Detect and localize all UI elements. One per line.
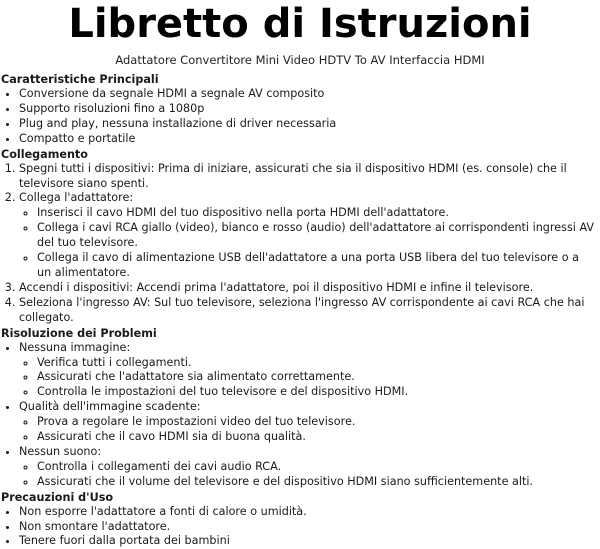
manual-content: [0, 72, 600, 549]
troubleshooting-sublist: [19, 415, 596, 445]
features-list: [1, 87, 596, 147]
troubleshooting-tip: ◦ Controlla i collegamenti dei cavi audio RCA.: [37, 460, 596, 475]
troubleshooting-label: Nessun suono:: [19, 444, 102, 458]
precaution-item: • Non esporre l'adattatore a fonti di calore o umidità.: [19, 505, 596, 520]
troubleshooting-list: [1, 341, 596, 490]
troubleshooting-tip: ◦ Prova a regolare le impostazioni video del tuo televisore.: [37, 415, 596, 430]
troubleshooting-sublist: [19, 356, 596, 401]
precautions-list: [1, 505, 596, 549]
troubleshooting-tip: ◦ Verifica tutti i collegamenti.: [37, 356, 596, 371]
troubleshooting-tip: ◦ Controlla le impostazioni del tuo televisore e del dispositivo HDMI.: [37, 385, 596, 400]
connection-substep: ◦ Inserisci il cavo HDMI del tuo dispositivo nella porta HDMI dell'adattatore.: [37, 206, 596, 221]
troubleshooting-group: [19, 400, 596, 445]
section-heading-features: Caratteristiche Principali: [1, 73, 159, 86]
connection-substep: ◦ Collega il cavo di alimentazione USB dell'adattatore a una porta USB libera del tuo televisore o a un alimentatore.: [37, 251, 596, 281]
connection-step-1: 1. Spegni tutti i dispositivi: Prima di iniziare, assicurati che sia il dispositivo HDMI (es. console) che il televisore siano spenti.: [19, 162, 596, 192]
connection-step-3: 3. Accendi i dispositivi: Accendi prima l'adattatore, poi il dispositivo HDMI e infine il televisore.: [19, 281, 596, 296]
troubleshooting-label: Qualità dell'immagine scadente:: [19, 400, 201, 414]
connection-step-2-label: Collega l'adattatore:: [19, 191, 134, 205]
precaution-item: • Tenere fuori dalla portata dei bambini: [19, 534, 596, 549]
feature-item: • Conversione da segnale HDMI a segnale AV composito: [19, 87, 596, 102]
section-heading-precautions: Precauzioni d'Uso: [1, 490, 114, 504]
feature-item: • Supporto risoluzioni fino a 1080p: [19, 102, 596, 117]
troubleshooting-group: [19, 445, 596, 490]
precaution-item: • Non smontare l'adattatore.: [19, 520, 596, 535]
feature-item: • Plug and play, nessuna installazione di driver necessaria: [19, 117, 596, 132]
troubleshooting-sublist: [19, 460, 596, 490]
feature-item: • Compatto e portatile: [19, 132, 596, 147]
connection-step-2-sublist: [19, 206, 596, 281]
troubleshooting-tip: ◦ Assicurati che il cavo HDMI sia di buona qualità.: [37, 430, 596, 445]
page-subtitle: Adattatore Convertitore Mini Video HDTV To AV Interfaccia HDMI: [115, 53, 485, 67]
troubleshooting-group: [19, 341, 596, 401]
connection-step-4: 4. Seleziona l'ingresso AV: Sul tuo televisore, seleziona l'ingresso AV corrispondente ai cavi RCA che hai collegato.: [19, 296, 596, 326]
connection-step-2: [19, 191, 596, 280]
section-heading-connection: Collegamento: [1, 147, 88, 161]
connection-substep: ◦ Collega i cavi RCA giallo (video), bianco e rosso (audio) dell'adattatore ai corrispondenti ingressi AV del tuo televisore.: [37, 221, 596, 251]
section-heading-troubleshooting: Risoluzione dei Problemi: [1, 326, 157, 340]
troubleshooting-tip: ◦ Assicurati che l'adattatore sia alimentato correttamente.: [37, 370, 596, 385]
troubleshooting-label: Nessuna immagine:: [19, 340, 131, 354]
connection-steps: [1, 162, 596, 326]
page-title: Libretto di Istruzioni: [68, 1, 532, 47]
troubleshooting-tip: ◦ Assicurati che il volume del televisore e del dispositivo HDMI siano sufficientemente alti.: [37, 475, 596, 490]
